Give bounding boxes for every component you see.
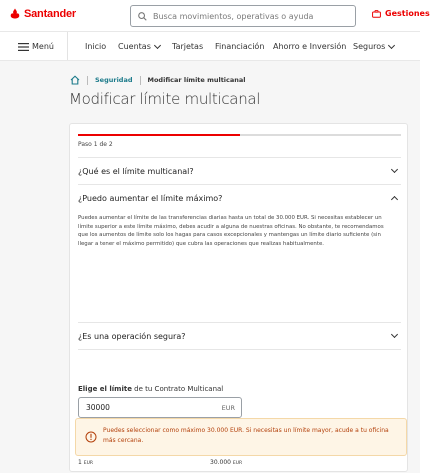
chevron-down-icon [391,331,398,338]
briefcase-icon [372,10,381,18]
search-icon [138,12,147,21]
accordion-body: Puedes aumentar el límite de las transferencias diarias hasta un total de 30.000 EUR. Si necesitas establecer un límite superior a este límite máximo, debes acudir a alguna de nuestras oficinas. No obstante, te recomendamos que los aumentos de límite solo los hagas para casos excepcionales y mantengas un límite diario suficiente (sin llegar a tener el máximo permitido) que cubra las operaciones que realizas habitualmente. [78,215,384,247]
nav-label: Financiación [215,42,265,51]
slider-min-value: 1 [78,459,82,466]
step-indicator: Paso 1 de 2 [78,141,113,148]
nav-item-financiacion[interactable] [215,42,264,51]
home-icon[interactable] [70,75,80,85]
slider-min-unit: EUR [83,461,94,466]
nav-label: Cuentas [118,42,151,51]
accordion-item [78,322,401,350]
search-input[interactable] [153,12,343,21]
accordion-header-aumentar[interactable] [78,185,401,212]
slider-max-value: 30.000 [210,459,231,466]
gestiones-button[interactable] [372,9,430,18]
amount-field[interactable] [78,397,242,418]
slider-min-label [78,459,93,466]
nav-item-cuentas[interactable] [118,42,160,51]
gestiones-label: Gestiones [385,9,430,18]
menu-button[interactable] [18,42,54,51]
breadcrumb-current: Modificar límite multicanal [147,76,246,84]
limit-label-rest: de tu Contrato Multicanal [131,385,224,393]
accordion-item [78,184,401,257]
breadcrumb [70,75,246,85]
accordion-title: ¿Es una operación segura? [78,332,186,341]
breadcrumb-link-seguridad[interactable]: Seguridad [95,76,133,84]
accordion-title: ¿Puedo aumentar el límite máximo? [78,194,223,203]
chevron-up-icon [391,196,398,203]
accordion-header-que-es[interactable] [78,158,401,185]
breadcrumb-separator [140,76,141,85]
accordion-header-segura[interactable] [78,323,401,350]
info-icon [85,431,97,443]
nav-label: Inicio [85,42,107,51]
main-content [0,61,420,473]
currency-label: EUR [221,404,235,412]
nav-item-ahorro-inversion[interactable] [273,42,346,51]
limit-label [78,385,223,393]
slider-max-unit: EUR [232,461,243,466]
slider-max-label [210,459,242,466]
nav-divider [67,32,68,60]
chevron-down-icon [388,41,395,48]
search-bar[interactable] [130,5,356,27]
menu-label: Menú [32,42,54,51]
info-notice [75,418,407,456]
nav-label: Ahorro e Inversión [273,42,347,51]
hamburger-icon [18,43,29,51]
chevron-down-icon [154,41,161,48]
main-nav [0,31,420,61]
limit-label-bold: Elige el límite [78,385,132,393]
nav-label: Seguros [353,42,386,51]
accordion-divider [78,349,401,350]
nav-item-tarjetas[interactable] [172,42,203,51]
nav-item-seguros[interactable] [353,42,394,51]
progress-fill [78,134,240,136]
nav-label: Tarjetas [172,42,204,51]
chevron-down-icon [391,166,398,173]
top-header [0,0,430,31]
breadcrumb-separator [87,76,88,85]
amount-input[interactable] [86,403,206,412]
accordion-title: ¿Qué es el límite multicanal? [78,167,194,176]
flame-icon [9,8,21,20]
nav-item-inicio[interactable] [85,42,106,51]
notice-text: Puedes seleccionar como máximo 30.000 EUR. Si necesitas un límite mayor, acude a tu oficina más cercana. [103,427,389,444]
progress-bar [78,134,401,136]
accordion-item [78,157,401,185]
santander-logo[interactable] [9,8,76,20]
brand-name: Santander [24,8,76,20]
page-title: Modificar límite multicanal [69,90,261,108]
